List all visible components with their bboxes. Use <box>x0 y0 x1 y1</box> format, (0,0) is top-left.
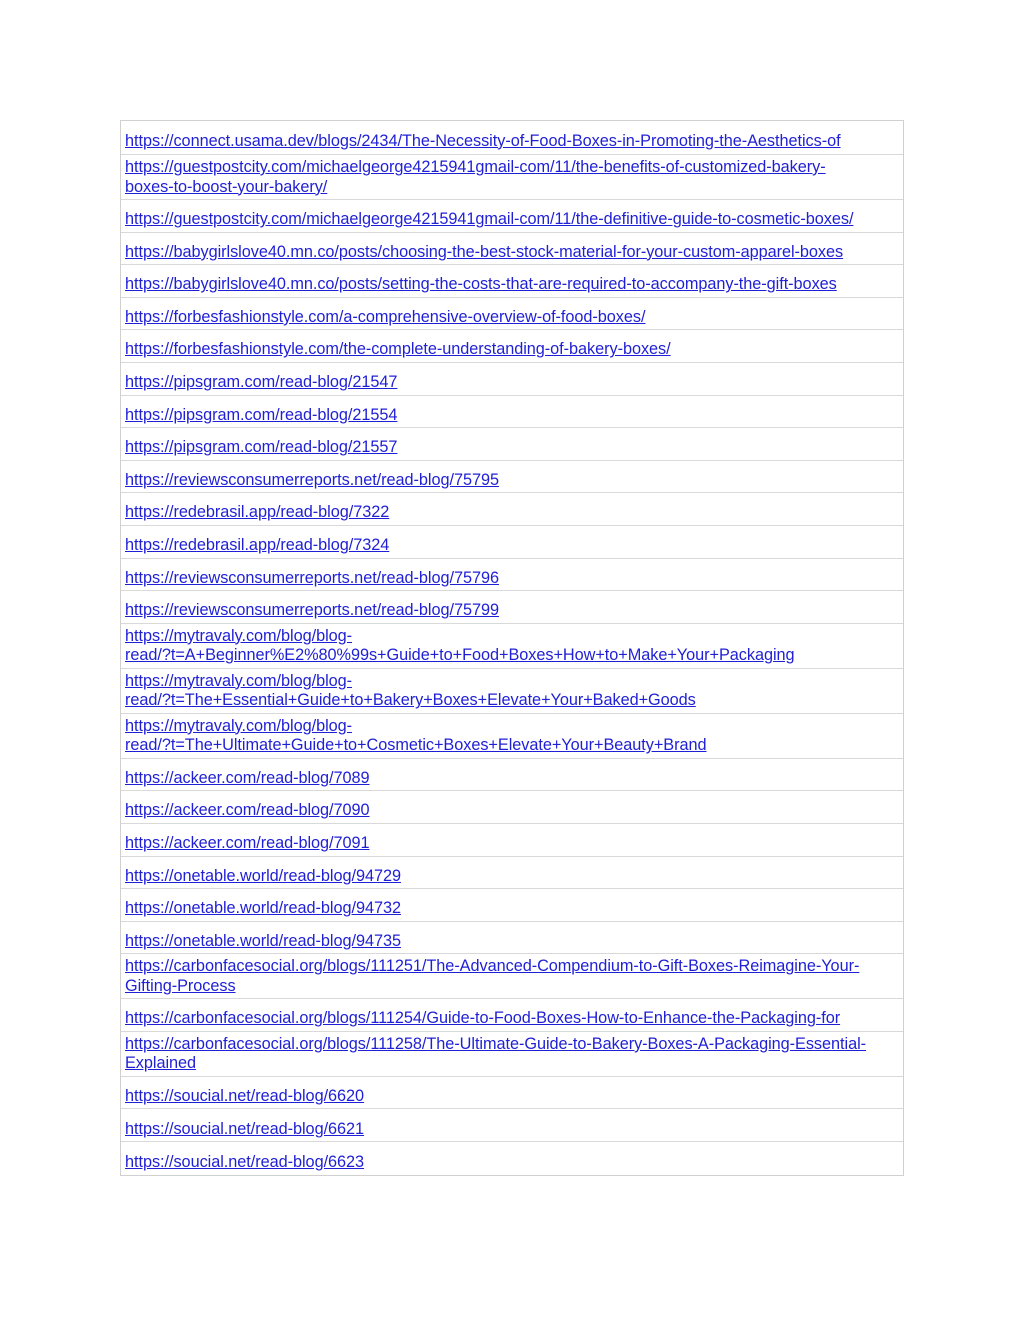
link[interactable] <box>125 1153 364 1173</box>
table-row <box>121 889 903 922</box>
link[interactable] <box>125 672 696 711</box>
link-text-line1: https://babygirlslove40.mn.co/posts/setting-the-costs-that-are-required-to-accompany-the-gift-boxes <box>125 275 837 294</box>
link-text-line1: https://reviewsconsumerreports.net/read-blog/75795 <box>125 470 499 489</box>
link[interactable] <box>125 373 397 393</box>
link-text-line1: https://mytravaly.com/blog/blog- <box>125 671 353 690</box>
table-row <box>121 526 903 559</box>
table-row <box>121 330 903 363</box>
table-row <box>121 461 903 494</box>
link[interactable] <box>125 899 401 919</box>
link-text-line1: https://reviewsconsumerreports.net/read-blog/75796 <box>125 568 499 587</box>
link-text-line1: https://ackeer.com/read-blog/7089 <box>125 768 370 787</box>
link[interactable] <box>125 503 389 523</box>
link-text-line1: https://forbesfashionstyle.com/the-complete-understanding-of-bakery-boxes/ <box>125 340 671 359</box>
link[interactable] <box>125 769 370 789</box>
table-row <box>121 759 903 792</box>
table-row <box>121 396 903 429</box>
link-text-line1: https://redebrasil.app/read-blog/7324 <box>125 536 390 555</box>
link[interactable] <box>125 569 499 589</box>
link-text-line1: https://onetable.world/read-blog/94732 <box>125 899 401 918</box>
link-text-line1: https://ackeer.com/read-blog/7090 <box>125 801 370 820</box>
table-row <box>121 1077 903 1110</box>
link[interactable] <box>125 601 499 621</box>
link[interactable] <box>125 275 837 295</box>
link[interactable] <box>125 957 859 996</box>
link-text-line1: https://mytravaly.com/blog/blog- <box>125 716 353 735</box>
link[interactable] <box>125 158 826 197</box>
link[interactable] <box>125 834 370 854</box>
link-text-line1: https://pipsgram.com/read-blog/21557 <box>125 438 398 457</box>
link-text-line2: read/?t=The+Essential+Guide+to+Bakery+Boxes+Elevate+Your+Baked+Goods <box>125 691 696 710</box>
table-row <box>121 669 903 714</box>
table-row <box>121 559 903 592</box>
link-text-line1: https://connect.usama.dev/blogs/2434/The-Necessity-of-Food-Boxes-in-Promoting-the-Aesthetics-of <box>125 131 841 150</box>
link-text-line1: https://onetable.world/read-blog/94735 <box>125 931 401 950</box>
link[interactable] <box>125 438 397 458</box>
table-row <box>121 791 903 824</box>
table-row <box>121 363 903 396</box>
table-row <box>121 1142 903 1175</box>
table-row <box>121 954 903 999</box>
table-row <box>121 493 903 526</box>
link-text-line1: https://redebrasil.app/read-blog/7322 <box>125 503 390 522</box>
table-row <box>121 265 903 298</box>
table-row <box>121 233 903 266</box>
link-text-line1: https://carbonfacesocial.org/blogs/111254/Guide-to-Food-Boxes-How-to-Enhance-the-Packaging-for <box>125 1009 841 1028</box>
link-text-line1: https://babygirlslove40.mn.co/posts/choosing-the-best-stock-material-for-your-custom-apparel-boxes <box>125 242 844 261</box>
link[interactable] <box>125 132 841 152</box>
link-text-line2: Explained <box>125 1054 197 1073</box>
link-text-line1: https://mytravaly.com/blog/blog- <box>125 626 353 645</box>
table-row <box>121 155 903 200</box>
link-text-line2: read/?t=The+Ultimate+Guide+to+Cosmetic+Boxes+Elevate+Your+Beauty+Brand <box>125 736 707 755</box>
link-text-line1: https://soucial.net/read-blog/6623 <box>125 1153 365 1172</box>
link[interactable] <box>125 340 671 360</box>
link-text-line1: https://carbonfacesocial.org/blogs/111251/The-Advanced-Compendium-to-Gift-Boxes-Reimagine-Your- <box>125 957 860 976</box>
link-text-line1: https://guestpostcity.com/michaelgeorge4215941gmail-com/11/the-benefits-of-customized-bakery- <box>125 158 826 176</box>
table-row <box>121 922 903 955</box>
link-text-line1: https://guestpostcity.com/michaelgeorge4215941gmail-com/11/the-definitive-guide-to-cosmetic-boxes/ <box>125 210 854 229</box>
link[interactable] <box>125 243 843 263</box>
table-row <box>121 857 903 890</box>
table-row <box>121 121 903 155</box>
link-text-line1: https://pipsgram.com/read-blog/21547 <box>125 373 398 392</box>
link[interactable] <box>125 801 370 821</box>
table-row <box>121 591 903 624</box>
link-text-line1: https://reviewsconsumerreports.net/read-blog/75799 <box>125 601 499 620</box>
table-row <box>121 824 903 857</box>
table-row <box>121 428 903 461</box>
link-text-line1: https://carbonfacesocial.org/blogs/111258/The-Ultimate-Guide-to-Bakery-Boxes-A-Packaging-Essential- <box>125 1034 867 1053</box>
link[interactable] <box>125 210 853 230</box>
link-text-line2: boxes-to-boost-your-bakery/ <box>125 177 328 196</box>
link[interactable] <box>125 1035 866 1074</box>
link[interactable] <box>125 406 397 426</box>
link-text-line1: https://onetable.world/read-blog/94729 <box>125 866 401 885</box>
link-text-line2: read/?t=A+Beginner%E2%80%99s+Guide+to+Food+Boxes+How+to+Make+Your+Packaging <box>125 646 795 665</box>
link[interactable] <box>125 717 707 756</box>
table-row <box>121 298 903 331</box>
link[interactable] <box>125 536 389 556</box>
link[interactable] <box>125 627 795 666</box>
link-text-line1: https://pipsgram.com/read-blog/21554 <box>125 405 398 424</box>
link[interactable] <box>125 308 645 328</box>
link[interactable] <box>125 932 401 952</box>
table-row <box>121 200 903 233</box>
link[interactable] <box>125 1120 364 1140</box>
link[interactable] <box>125 1009 840 1029</box>
link-text-line1: https://soucial.net/read-blog/6620 <box>125 1086 365 1105</box>
link[interactable] <box>125 1087 364 1107</box>
table-row <box>121 714 903 759</box>
link-text-line2: Gifting-Process <box>125 976 236 995</box>
link[interactable] <box>125 867 401 887</box>
table-row <box>121 624 903 669</box>
table-row <box>121 1109 903 1142</box>
table-row <box>121 999 903 1032</box>
table-row <box>121 1032 903 1077</box>
link-text-line1: https://ackeer.com/read-blog/7091 <box>125 834 370 852</box>
link-text-line1: https://forbesfashionstyle.com/a-comprehensive-overview-of-food-boxes/ <box>125 307 646 326</box>
link[interactable] <box>125 471 499 491</box>
link-table <box>120 120 904 1176</box>
link-text-line1: https://soucial.net/read-blog/6621 <box>125 1119 365 1138</box>
